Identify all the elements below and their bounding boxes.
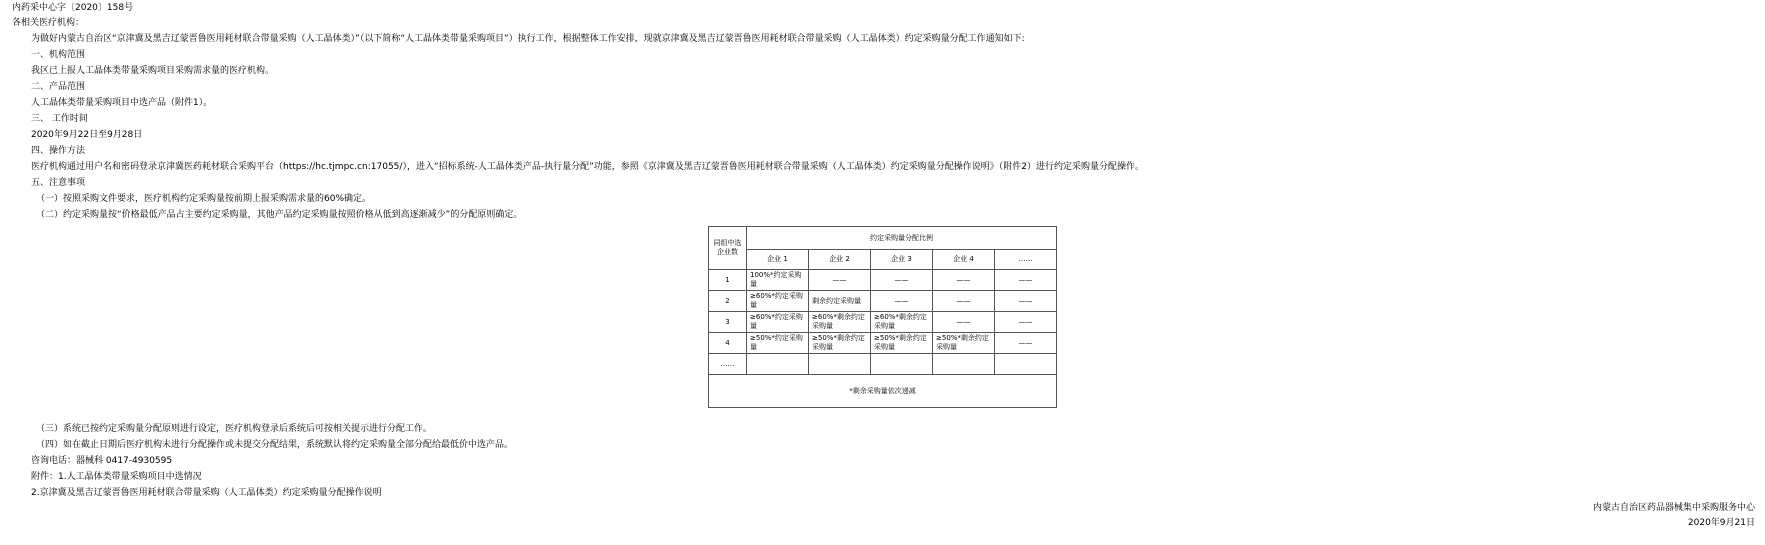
note-3: （三）系统已按约定采购量分配原则进行设定，医疗机构登录后系统后可按相关提示进行分配工作。 [36, 424, 433, 434]
table-cell [747, 354, 809, 375]
section-4-body: 医疗机构通过用户名和密码登录京津冀医药耗材联合采购平台（https://hc.tjmpc.cn:17055/），进入“招标系统-人工晶体类产品-执行量分配”功能，参照《京津冀及黑吉辽蒙晋鲁医用耗材联合带量采购（人工晶体类）约定采购量分配操作说明》（附件2）进行约定采购量分配操作。 [31, 162, 1144, 172]
note-4: （四）如在截止日期后医疗机构未进行分配操作或未提交分配结果，系统默认将约定采购量全部分配给最低价中选产品。 [36, 440, 514, 450]
table-cell: —— [809, 270, 871, 291]
table-header-group-count: 同组中选企业数 [709, 227, 747, 270]
note-1: （一）按照采购文件要求，医疗机构约定采购量按前期上报采购需求量的60%确定。 [36, 194, 372, 204]
table-col-header: 企业 1 [747, 250, 809, 270]
attachment-1: 附件：1.人工晶体类带量采购项目中选情况 [31, 472, 202, 482]
section-2-title: 二、产品范围 [31, 82, 86, 92]
table-row [709, 270, 1057, 291]
table-col-header: 企业 2 [809, 250, 871, 270]
table-cell: —— [933, 291, 995, 312]
contact-phone: 咨询电话：器械科 0417-4930595 [31, 456, 173, 466]
table-cell: —— [871, 270, 933, 291]
table-cell: —— [871, 291, 933, 312]
table-cell: ≥60%*约定采购量 [747, 312, 809, 333]
table-cell-count: 1 [709, 270, 747, 291]
document-number: 内药采中心字〔2020〕158号 [12, 3, 134, 13]
table-cell: —— [995, 312, 1057, 333]
allocation-table-container [708, 226, 1056, 408]
table-row [709, 333, 1057, 354]
table-col-header: …… [995, 250, 1057, 270]
table-cell-count: 3 [709, 312, 747, 333]
signature-date: 2020年9月21日 [1687, 518, 1755, 528]
table-cell-count: 4 [709, 333, 747, 354]
section-5-title: 五、注意事项 [31, 178, 86, 188]
table-cell: —— [933, 312, 995, 333]
table-row [709, 354, 1057, 375]
section-2-body: 人工晶体类带量采购项目中选产品（附件1）。 [31, 98, 213, 108]
table-cell [995, 354, 1057, 375]
table-cell: —— [995, 291, 1057, 312]
table-row [709, 312, 1057, 333]
table-cell: ≥60%*约定采购量 [747, 291, 809, 312]
attachment-2: 2.京津冀及黑吉辽蒙晋鲁医用耗材联合带量采购（人工晶体类）约定采购量分配操作说明 [31, 488, 382, 498]
table-col-header: 企业 4 [933, 250, 995, 270]
table-cell: 100%*约定采购量 [747, 270, 809, 291]
signature-organization: 内蒙古自治区药品器械集中采购服务中心 [1592, 503, 1755, 513]
table-cell: —— [995, 333, 1057, 354]
table-cell [809, 354, 871, 375]
table-row [709, 291, 1057, 312]
table-cell: ≥50%*剩余约定采购量 [933, 333, 995, 354]
table-cell: —— [933, 270, 995, 291]
section-3-body: 2020年9月22日至9月28日 [31, 130, 143, 140]
section-1-body: 我区已上报人工晶体类带量采购项目采购需求量的医疗机构。 [31, 66, 275, 76]
table-footer-note: *剩余采购量依次递减 [709, 375, 1057, 408]
table-header-ratio: 约定采购量分配比例 [747, 227, 1057, 250]
addressee: 各相关医疗机构： [12, 18, 85, 28]
intro-paragraph: 为做好内蒙古自治区“京津冀及黑吉辽蒙晋鲁医用耗材联合带量采购（人工晶体类）”（以下简称“人工晶体类带量采购项目”）执行工作，根据整体工作安排，现就京津冀及黑吉辽蒙晋鲁医用耗材联合带量采购（人工晶体类）约定采购量分配工作通知如下: [31, 34, 1025, 44]
table-col-header: 企业 3 [871, 250, 933, 270]
table-cell-count: …… [709, 354, 747, 375]
table-cell [933, 354, 995, 375]
table-cell: —— [995, 270, 1057, 291]
table-cell [871, 354, 933, 375]
table-cell: ≥60%*剩余约定采购量 [809, 312, 871, 333]
section-1-title: 一、机构范围 [31, 50, 86, 60]
allocation-table [708, 226, 1057, 408]
table-cell: ≥50%*剩余约定采购量 [871, 333, 933, 354]
table-cell: ≥50%*剩余约定采购量 [809, 333, 871, 354]
table-cell: ≥50%*约定采购量 [747, 333, 809, 354]
table-cell: 剩余约定采购量 [809, 291, 871, 312]
table-cell-count: 2 [709, 291, 747, 312]
note-2: （二）约定采购量按“价格最低产品占主要约定采购量，其他产品约定采购量按照价格从低到高逐渐减少”的分配原则确定。 [36, 210, 523, 220]
section-3-title: 三、 工作时间 [31, 114, 88, 124]
table-cell: ≥60%*剩余约定采购量 [871, 312, 933, 333]
section-4-title: 四、操作方法 [31, 146, 86, 156]
